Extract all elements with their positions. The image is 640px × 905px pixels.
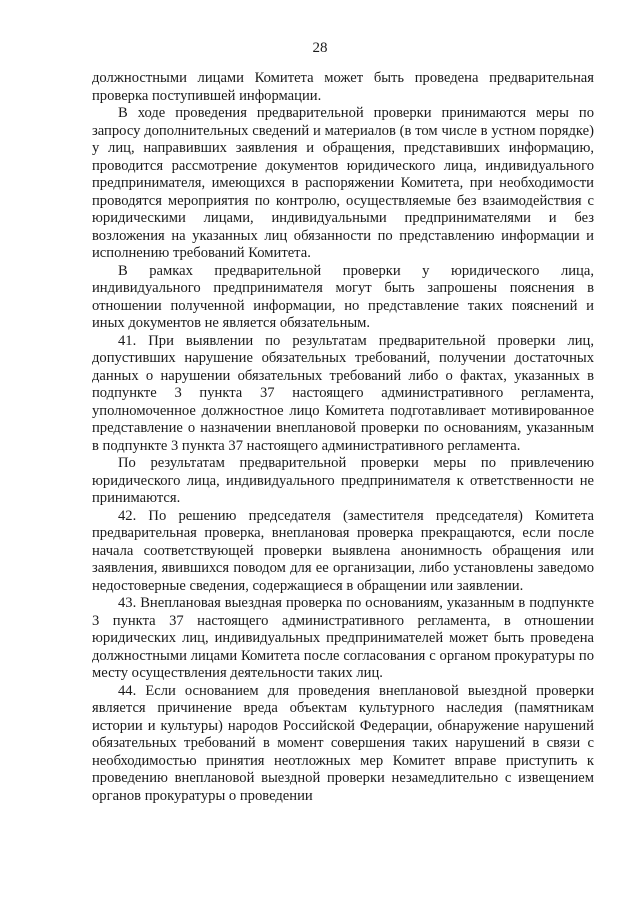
paragraph-explanations-request: В рамках предварительной проверки у юридического лица, индивидуального предпринимателя могут быть запрошены пояснения в отношении полученной информации, но представление таких пояснений и иных документов не является обязательным. <box>92 262 594 331</box>
paragraph-item-44: 44. Если основанием для проведения внеплановой выездной проверки является причинение вреда объектам культурного наследия (памятникам истории и культуры) народов Российской Федерации, обнаружение нарушений обязательных требований в момент совершения таких нарушений в связи с необходимостью принятия неотложных мер Комитет вправе приступить к проведению внеплановой выездной проверки незамедлительно с извещением органов прокуратуры о проведении <box>92 682 594 804</box>
paragraph-item-43: 43. Внеплановая выездная проверка по основаниям, указанным в подпункте 3 пункта 37 настоящего административного регламента, в отношении юридических лиц, индивидуальных предпринимателей может быть проведена должностными лицами Комитета после согласования с органом прокуратуры по месту осуществления деятельности таких лиц. <box>92 595 594 681</box>
paragraph-no-liability: По результатам предварительной проверки меры по привлечению юридического лица, индивидуального предпринимателя к ответственности не принимаются. <box>92 455 594 506</box>
page-number: 28 <box>312 40 328 56</box>
paragraph-continuation: должностными лицами Комитета может быть проведена предварительная проверка поступившей информации. <box>92 70 594 104</box>
paragraph-item-41: 41. При выявлении по результатам предварительной проверки лиц, допустивших нарушение обязательных требований, получении достаточных данных о нарушении обязательных требований либо о фактах, указанных в подпункте 3 пункта 37 настоящего административного регламента, уполномоченное должностное лицо Комитета подготавливает мотивированное представление о назначении внеплановой проверки по основаниям, указанным в подпункте 3 пункта 37 настоящего административного регламента. <box>92 332 594 454</box>
paragraph-preliminary-check-measures: В ходе проведения предварительной проверки принимаются меры по запросу дополнительных сведений и материалов (в том числе в устном порядке) у лиц, направивших заявления и обращения, представивших информацию, проводится рассмотрение документов юридического лица, индивидуального предпринимателя, имеющихся в распоряжении Комитета, при необходимости проводятся мероприятия по контролю, осуществляемые без взаимодействия с юридическими лицами, индивидуальными предпринимателями и без возложения на указанных лиц обязанности по представлению информации и исполнению требований Комитета. <box>92 105 594 261</box>
paragraph-item-42: 42. По решению председателя (заместителя председателя) Комитета предварительная проверка, внеплановая проверка прекращаются, если после начала соответствующей проверки выявлена анонимность обращения или заявления, явившихся поводом для ее организации, либо установлены заведомо недостоверные сведения, содержащиеся в обращении или заявлении. <box>92 507 594 594</box>
body-text <box>92 70 594 805</box>
